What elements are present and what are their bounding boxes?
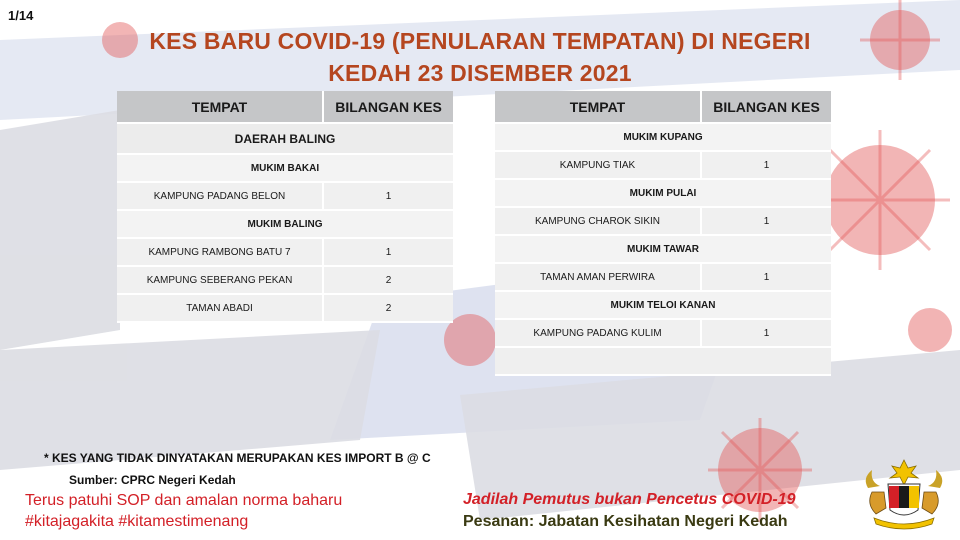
import-case-note: * KES YANG TIDAK DINYATAKAN MERUPAKAN KES IMPORT B @ C	[44, 451, 431, 465]
mukim-label: MUKIM BALING	[117, 211, 453, 239]
place-cell: KAMPUNG PADANG KULIM	[495, 320, 702, 348]
count-cell: 1	[702, 152, 831, 180]
motto-text: Jadilah Pemutus bukan Pencetus COVID-19	[463, 491, 796, 508]
slogan-line1: Terus patuhi SOP dan amalan norma baharu	[25, 492, 343, 509]
place-cell: KAMPUNG SEBERANG PEKAN	[117, 267, 324, 295]
mukim-label: MUKIM TAWAR	[495, 236, 831, 264]
table-row	[495, 152, 831, 180]
mukim-row	[117, 155, 453, 183]
column-header-place: TEMPAT	[117, 91, 324, 124]
message-credit: Pesanan: Jabatan Kesihatan Negeri Kedah	[463, 513, 788, 530]
page-title-line1: KES BARU COVID-19 (PENULARAN TEMPATAN) DI NEGERI	[149, 28, 811, 54]
district-label: DAERAH BALING	[117, 124, 453, 155]
table-row	[117, 183, 453, 211]
column-header-place: TEMPAT	[495, 91, 702, 124]
place-cell: KAMPUNG PADANG BELON	[117, 183, 324, 211]
source-credit: Sumber: CPRC Negeri Kedah	[69, 473, 236, 487]
table-header-row	[117, 91, 453, 124]
right-case-table	[495, 91, 831, 376]
mukim-row	[495, 124, 831, 152]
table-row	[117, 295, 453, 323]
mukim-label: MUKIM TELOI KANAN	[495, 292, 831, 320]
place-cell: KAMPUNG RAMBONG BATU 7	[117, 239, 324, 267]
mukim-row	[117, 211, 453, 239]
page-title-line2: KEDAH 23 DISEMBER 2021	[328, 60, 632, 86]
table-header-row	[495, 91, 831, 124]
count-cell: 1	[324, 183, 453, 211]
table-row	[117, 239, 453, 267]
place-cell: TAMAN ABADI	[117, 295, 324, 323]
count-cell: 2	[324, 295, 453, 323]
count-cell: 1	[702, 320, 831, 348]
place-cell: KAMPUNG TIAK	[495, 152, 702, 180]
place-cell: KAMPUNG CHAROK SIKIN	[495, 208, 702, 236]
district-row	[117, 124, 453, 155]
column-header-count: BILANGAN KES	[324, 91, 453, 124]
kedah-state-crest-icon	[858, 458, 950, 530]
mukim-row	[495, 180, 831, 208]
hashtag-line: #kitajagakita #kitamestimenang	[25, 513, 249, 530]
empty-cell	[495, 348, 831, 376]
empty-row	[495, 348, 831, 376]
count-cell: 2	[324, 267, 453, 295]
table-row	[495, 208, 831, 236]
table-row	[117, 267, 453, 295]
mukim-label: MUKIM PULAI	[495, 180, 831, 208]
mukim-row	[495, 236, 831, 264]
left-case-table	[117, 91, 453, 323]
table-row	[495, 320, 831, 348]
count-cell: 1	[324, 239, 453, 267]
mukim-label: MUKIM BAKAI	[117, 155, 453, 183]
mukim-row	[495, 292, 831, 320]
table-row	[495, 264, 831, 292]
page-number: 1/14	[8, 8, 34, 23]
count-cell: 1	[702, 208, 831, 236]
place-cell: TAMAN AMAN PERWIRA	[495, 264, 702, 292]
count-cell: 1	[702, 264, 831, 292]
mukim-label: MUKIM KUPANG	[495, 124, 831, 152]
column-header-count: BILANGAN KES	[702, 91, 831, 124]
